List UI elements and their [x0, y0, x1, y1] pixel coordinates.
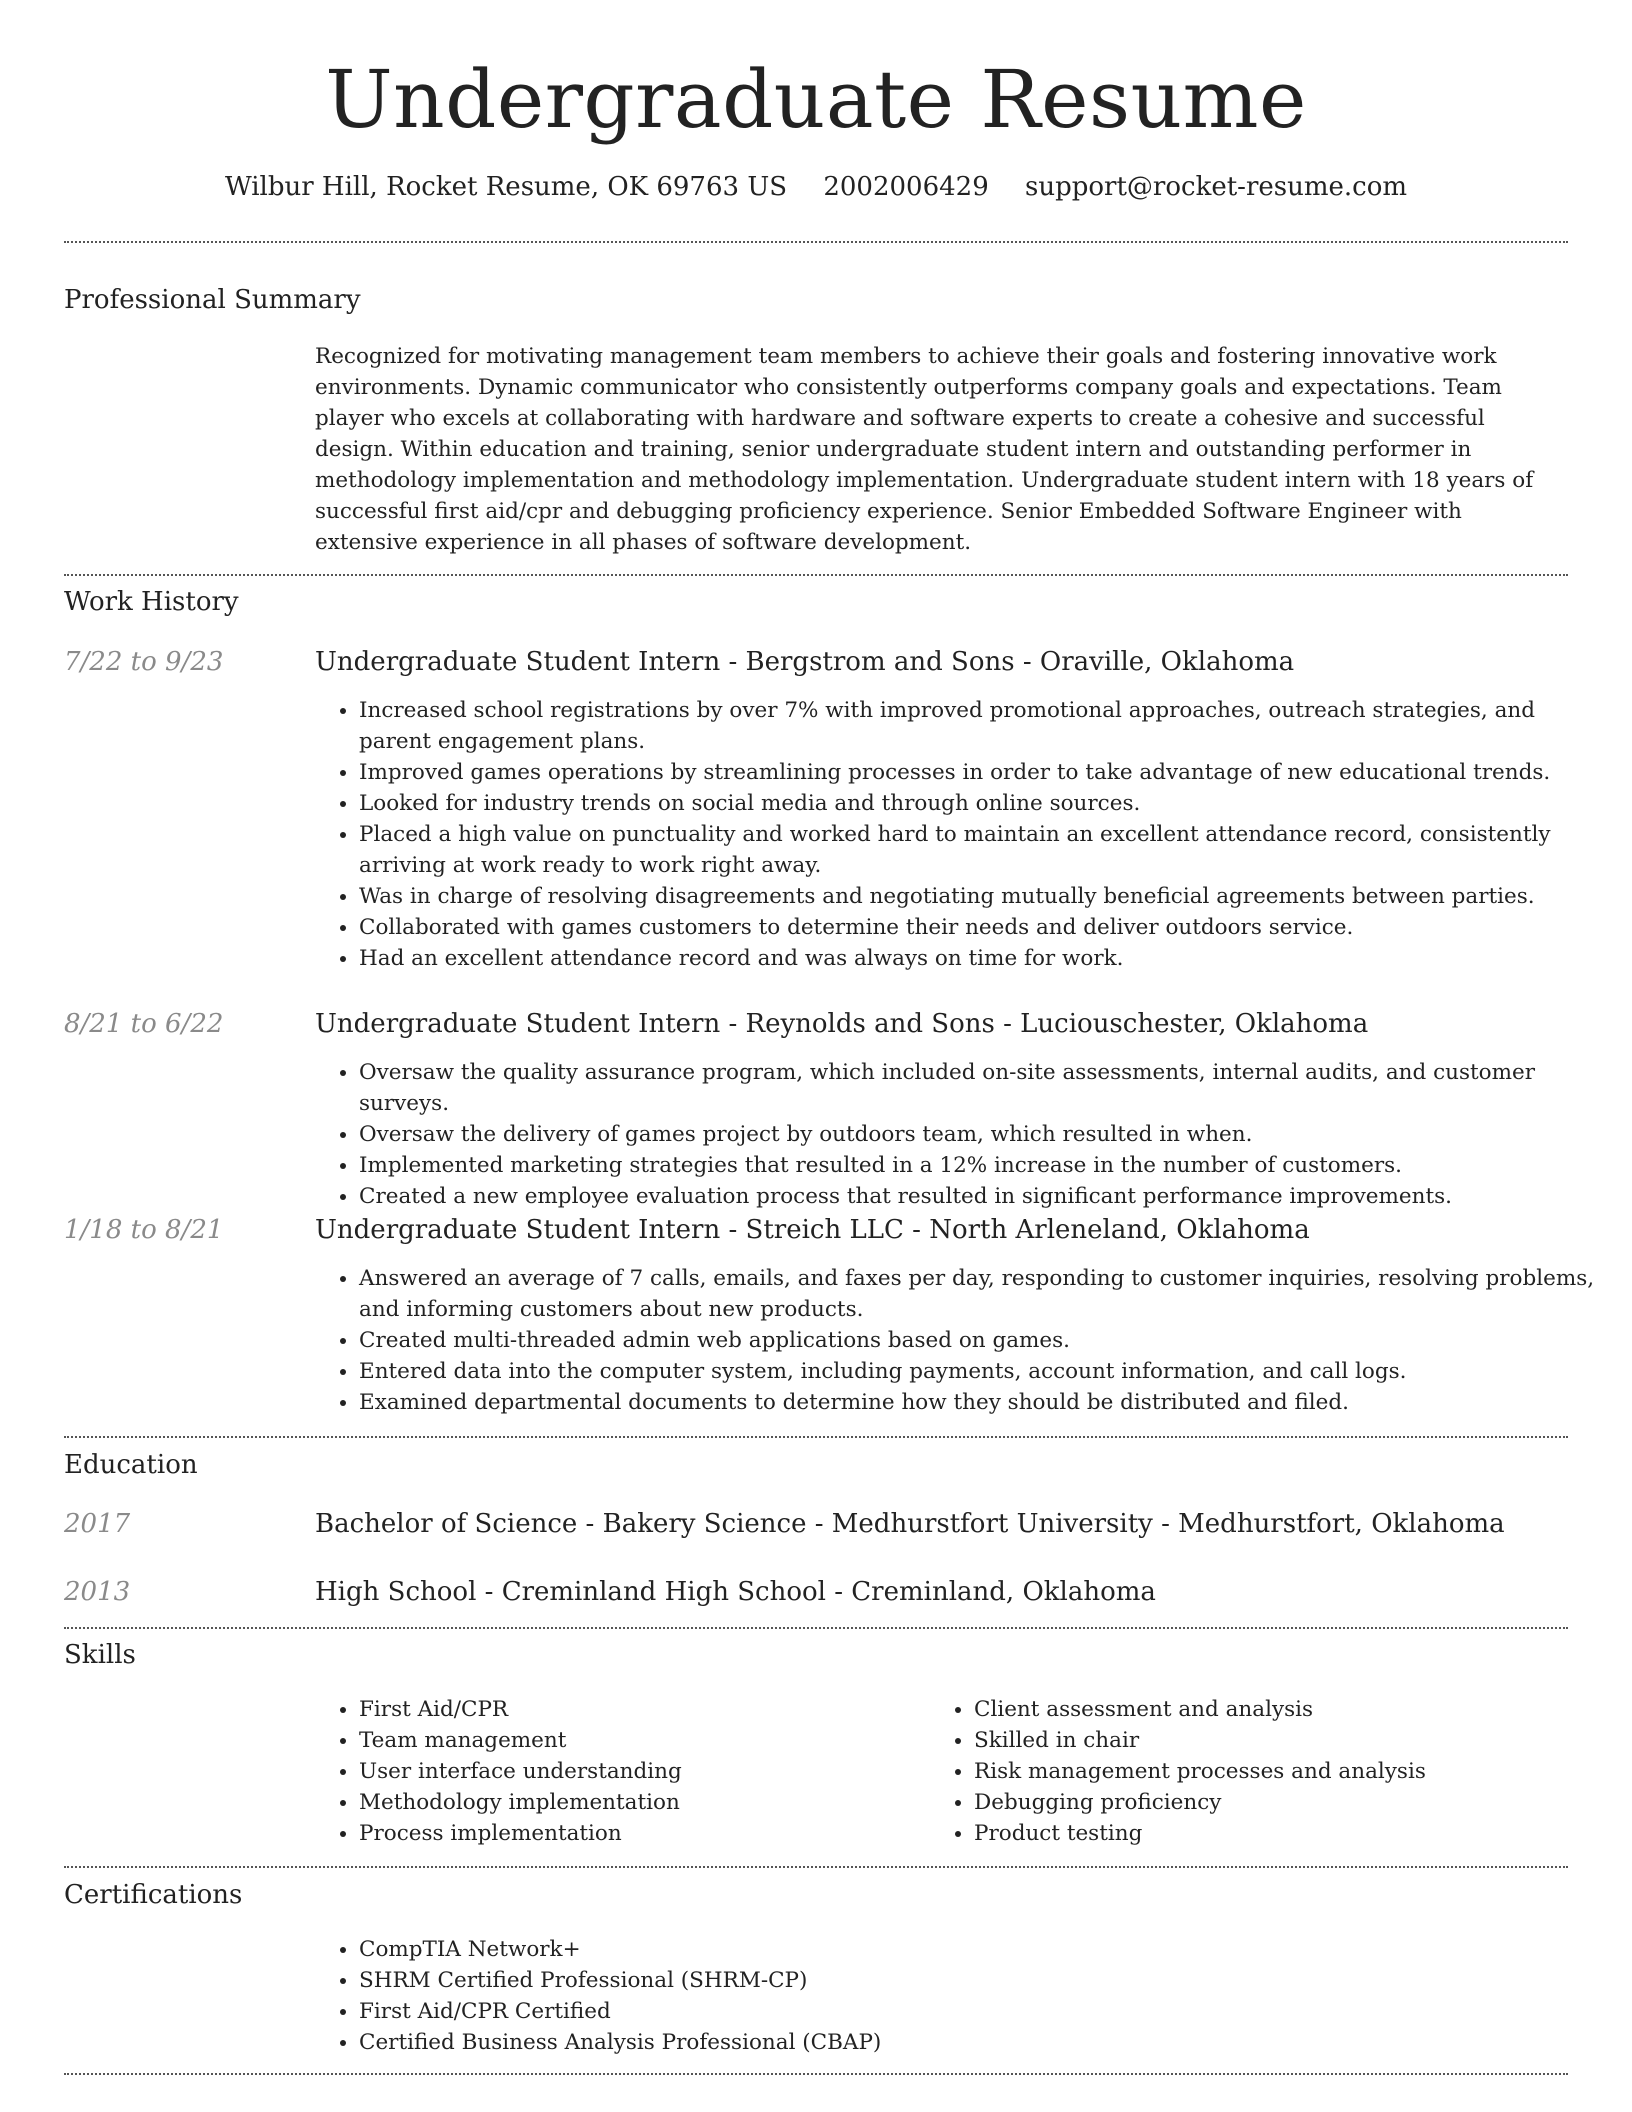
list-item: • Increased school registrations by over 7% with improved promotional approaches, outreach strategies, and parent engagement plans. — [359, 695, 1599, 757]
skills-list-right — [930, 1694, 1594, 1849]
list-item: • Certified Business Analysis Professional (CBAP) — [359, 2027, 1599, 2058]
list-item: • Team management — [359, 1725, 919, 1756]
resume-header — [64, 0, 1568, 204]
job-title: Undergraduate Student Intern - Streich LLC - North Arleneland, Oklahoma — [315, 1215, 1310, 1245]
list-item: • SHRM Certified Professional (SHRM-CP) — [359, 1965, 1599, 1996]
certifications-list — [315, 1934, 1599, 2058]
job-title: Undergraduate Student Intern - Reynolds and Sons - Luciouschester, Oklahoma — [315, 1009, 1369, 1039]
section-divider — [64, 1436, 1568, 1438]
education-year: 2013 — [64, 1577, 131, 1607]
list-item: • Client assessment and analysis — [974, 1694, 1594, 1725]
section-divider — [64, 2073, 1568, 2075]
section-divider — [64, 574, 1568, 576]
list-item: • Skilled in chair — [974, 1725, 1594, 1756]
list-item: • Placed a high value on punctuality and worked hard to maintain an excellent attendance record, consistently arriving at work ready to work right away. — [359, 819, 1599, 881]
section-divider — [64, 1627, 1568, 1629]
list-item: • Was in charge of resolving disagreements and negotiating mutually beneficial agreements between parties. — [359, 881, 1599, 912]
list-item: • Had an excellent attendance record and was always on time for work. — [359, 943, 1599, 974]
section-divider — [64, 1866, 1568, 1868]
list-item: • Answered an average of 7 calls, emails, and faxes per day, responding to customer inquiries, resolving problems, and informing customers about new products. — [359, 1263, 1599, 1325]
job-dates: 8/21 to 6/22 — [64, 1009, 224, 1039]
list-item: • Implemented marketing strategies that resulted in a 12% increase in the number of customers. — [359, 1150, 1599, 1181]
job-bullet-list — [315, 1263, 1599, 1418]
education-degree: Bachelor of Science - Bakery Science - Medhurstfort University - Medhurstfort, Oklahoma — [315, 1509, 1505, 1539]
job-title: Undergraduate Student Intern - Bergstrom and Sons - Oraville, Oklahoma — [315, 647, 1295, 677]
list-item: • First Aid/CPR — [359, 1694, 919, 1725]
list-item: • Entered data into the computer system, including payments, account information, and call logs. — [359, 1356, 1599, 1387]
list-item: • Process implementation — [359, 1818, 919, 1849]
list-item: • Examined departmental documents to determine how they should be distributed and filed. — [359, 1387, 1599, 1418]
summary-heading: Professional Summary — [64, 285, 361, 315]
contact-line — [64, 170, 1568, 204]
contact-address: Wilbur Hill, Rocket Resume, OK 69763 US — [224, 172, 788, 202]
contact-phone: 2002006429 — [823, 172, 989, 202]
job-bullet-list — [315, 1057, 1599, 1212]
certifications-heading: Certifications — [64, 1880, 243, 1910]
list-item: • Improved games operations by streamlining processes in order to take advantage of new educational trends. — [359, 757, 1599, 788]
summary-text: Recognized for motivating management team members to achieve their goals and fostering innovative work environments. Dynamic communicator who consistently outperforms company goals and expectations. Team player who excels at collaborating with hardware and software experts to create a cohesive and successful design. Within education and training, senior undergraduate student intern and outstanding performer in methodology implementation and methodology implementation. Undergraduate student intern with 18 years of successful first aid/cpr and debugging proficiency experience. Senior Embedded Software Engineer with extensive experience in all phases of software development. — [315, 344, 1534, 555]
list-item: • Product testing — [974, 1818, 1594, 1849]
list-item: • Debugging proficiency — [974, 1787, 1594, 1818]
work-history-heading: Work History — [64, 587, 239, 617]
skills-list-left — [315, 1694, 919, 1849]
education-degree: High School - Creminland High School - Creminland, Oklahoma — [315, 1577, 1156, 1607]
list-item: • Collaborated with games customers to determine their needs and deliver outdoors service. — [359, 912, 1599, 943]
contact-email: support@rocket-resume.com — [1025, 172, 1408, 202]
list-item: • Created a new employee evaluation process that resulted in significant performance improvements. — [359, 1181, 1599, 1212]
list-item: • Created multi-threaded admin web applications based on games. — [359, 1325, 1599, 1356]
education-year: 2017 — [64, 1509, 131, 1539]
job-dates: 1/18 to 8/21 — [64, 1215, 224, 1245]
list-item: • User interface understanding — [359, 1756, 919, 1787]
list-item: • Methodology implementation — [359, 1787, 919, 1818]
job-bullet-list — [315, 695, 1599, 974]
skills-heading: Skills — [64, 1640, 136, 1670]
list-item: • Risk management processes and analysis — [974, 1756, 1594, 1787]
job-dates: 7/22 to 9/23 — [64, 647, 224, 677]
list-item: • Oversaw the delivery of games project by outdoors team, which resulted in when. — [359, 1119, 1599, 1150]
page-title: Undergraduate Resume — [325, 53, 1307, 146]
list-item: • First Aid/CPR Certified — [359, 1996, 1599, 2027]
section-divider — [64, 241, 1568, 243]
list-item: • CompTIA Network+ — [359, 1934, 1599, 1965]
education-heading: Education — [64, 1450, 198, 1480]
list-item: • Oversaw the quality assurance program, which included on-site assessments, internal audits, and customer surveys. — [359, 1057, 1599, 1119]
list-item: • Looked for industry trends on social media and through online sources. — [359, 788, 1599, 819]
